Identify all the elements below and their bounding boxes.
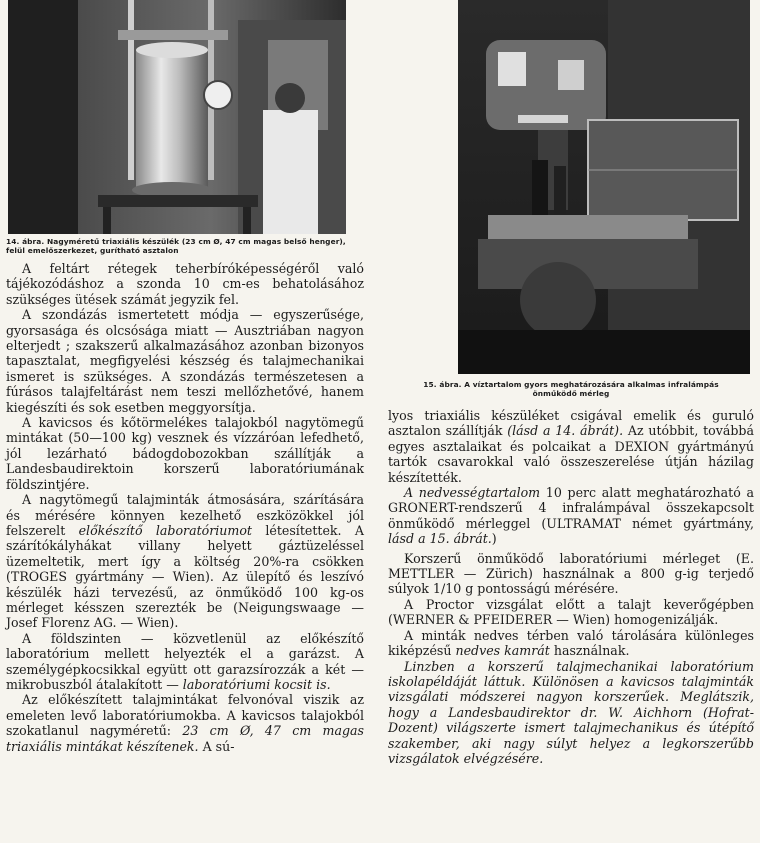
left-body-text xyxy=(6,261,364,754)
right-body-text xyxy=(388,408,754,766)
figure-14-caption: 14. ábra. Nagyméretű triaxiális készülék (23 cm Ø, 47 cm magas belső henger), felül emelőszerkezet, gurítható asztalon xyxy=(6,237,346,255)
figure-15-photo xyxy=(458,0,750,374)
paragraph: A minták nedves térben való tárolására különleges kiképzésű nedves kamrát használnak. xyxy=(388,627,754,659)
left-column xyxy=(6,0,364,754)
paragraph: A Proctor vizsgálat előtt a talajt keverőgépben (WERNER & PFEIDERER — Wien) homogenizálják. xyxy=(388,596,754,628)
paragraph: A nedvességtartalom 10 perc alatt meghatározható a GRONERT-rendszerű 4 infralámpával összekapcsolt önműködő mérleggel (ULTRAMAT német gyártmány, lásd a 15. ábrát.) xyxy=(388,485,754,547)
figure-14-photo xyxy=(8,0,346,234)
right-column xyxy=(388,0,754,766)
paragraph: A kavicsos és kőtörmelékes talajokból nagytömegű mintákat (50—100 kg) vesznek és vízzáróan lefedhető, jól lezárható bádogdobozokban szállítják a Landesbaudirektoin korszerű laboratóriumának földszintjére. xyxy=(6,415,364,492)
paragraph: A szondázás ismertetett módja — egyszerűsége, gyorsasága és olcsósága miatt — Ausztriában nagyon elterjedt ; szakszerű alkalmazásához azonban bizonyos tapasztalat, megfigyelési készség és talajmechanikai ismeret is szükséges. A szondázás természetesen a fúrásos talajfeltárást nem teszi mellőzhetővé, hanem kiegészíti és sok esetben meggyorsítja. xyxy=(6,307,364,415)
paragraph: Linzben a korszerű talajmechanikai laboratórium iskolapéldáját láttuk. Különösen a kavicsos talajminták vizsgálati módszerei nagyon korszerűek. Meglátszik, hogy a Landesbaudirektor dr. W. Aichhorn (Hofrat-Dozent) világszerte ismert talajmechanikus és útépítő szakember, aki nagy súlyt helyez a legkorszerűbb vizsgálatok elvégzésére. xyxy=(388,658,754,766)
paragraph: Az előkészített talajmintákat felvonóval viszik az emeleten levő laboratóriumokba. A kavicsos talajokból szokatlanul nagyméretű: 23 cm Ø, 47 cm magas triaxiális mintákat készítenek. A sú- xyxy=(6,692,364,754)
figure-15-caption: 15. ábra. A víztartalom gyors meghatározására alkalmas infralámpás önműködő mérleg xyxy=(423,380,719,398)
paragraph: lyos triaxiális készüléket csigával emelik és guruló asztalon szállítják (lásd a 14. ábrát). Az utóbbit, továbbá egyes asztalaikat és polcaikat a DEXION gyártmányú tartók csavarokkal való összeszerelése útján házilag készítették. xyxy=(388,408,754,485)
paragraph: A nagytömegű talajminták átmosására, szárítására és mérésére könnyen kezelhető eszközökkel jól felszerelt előkészítő laboratóriumot létesítettek. A szárítókályhákat villany helyett gáztüzeléssel üzemeltetik, mert így a költség 20%-ra csökken (TROGES gyártmány — Wien). Az ülepítő és leszívó készülék házi tervezésű, az önműködő 100 kg-os mérleget késszen szerezték be (Neigungswaage — Josef Florenz AG. — Wien). xyxy=(6,492,364,631)
infrared-scale-image xyxy=(458,0,750,374)
paragraph: A földszinten — közvetlenül az előkészítő laboratórium mellett helyezték el a garázst. A személygépkocsikkal együtt ott garazsírozzák a két — mikrobuszból átalakított — laboratóriumi kocsit is. xyxy=(6,630,364,692)
paragraph: Korszerű önműködő laboratóriumi mérleget (E. METTLER — Zürich) használnak a 800 g-ig terjedő súlyok 1/10 g pontosságú mérésére. xyxy=(388,550,754,597)
paragraph: A feltárt rétegek teherbíróképességéről való tájékozódáshoz a szonda 10 cm-es behatolásához szükséges ütések számát jegyzik fel. xyxy=(6,261,364,307)
triaxial-apparatus-image xyxy=(8,0,346,234)
